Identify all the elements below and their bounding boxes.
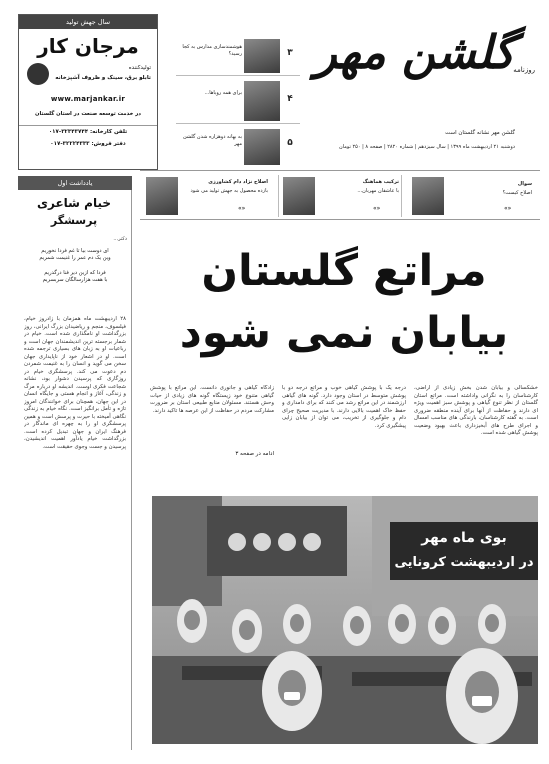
masthead-tagline: گلشن مهر نشانه گلستان است [445, 130, 515, 136]
poem-line-1: ای دوست بیا تا غم فردا نخوریم [41, 248, 109, 254]
strip-3-photo [412, 177, 444, 215]
column-headline-1: خیام شاعری [37, 196, 111, 210]
teaser-1-photo [244, 39, 280, 73]
strip-2-arrows: «» [373, 205, 381, 212]
teaser-1[interactable] [176, 36, 300, 76]
strip-item-1[interactable] [146, 175, 270, 217]
ad-logo [27, 63, 49, 85]
teaser-3-photo [244, 129, 280, 165]
teaser-2[interactable] [176, 78, 300, 124]
ad-website[interactable]: www.marjankar.ir [50, 95, 126, 103]
masthead [300, 12, 537, 150]
teaser-3[interactable] [176, 126, 300, 168]
main-headline-line-2: بیابان نمی شود [179, 308, 509, 358]
teaser-strip [140, 170, 540, 220]
issue-line: دوشنبه ۲۱ اردیبهشت ماه ۱۳۹۹ | سال سیزدهم | شماره ۲۸۲۰ | صفحه ۸ | ۲۵۰ تومان [339, 144, 515, 150]
strip-3-title: سوال [517, 181, 532, 187]
ad-line1: تولیدکننده [128, 65, 151, 71]
strip-item-2[interactable] [278, 175, 402, 217]
strip-1-text: بازده محصول به جهش تولید می شود [190, 188, 268, 194]
strip-item-3[interactable] [408, 175, 536, 217]
main-headline-line-1: مراتع گلستان [201, 246, 487, 296]
column-section-label: یادداشت اول [18, 176, 132, 190]
main-continue[interactable]: ادامه در صفحه ۳ [235, 451, 274, 457]
photo-caption [390, 522, 538, 580]
main-headline [150, 240, 538, 380]
column-headline-2: پرسشگر [50, 214, 98, 227]
main-body-right: خشکسالی و بیابان شدن بخش زیادی از اراضی، کارشناسان را به نگرانی واداشته است. مراتع استان گلستان از نظر تنوع گیاهی و پوشش سبز اهمیت ویژه ای دارند و حفاظت از آنها برای آینده منطقه ضروری است. به گفته کارشناسان، بارندگی های مناسب امسال و اجرای طرح های آبخیزداری باعث بهبود وضعیت پوشش گیاهی شده است. [414, 385, 538, 436]
ad-brand: مرجان کار [37, 34, 139, 58]
ad-phone2: دفتر فروش: ۳۲۲۲۴۳۳۳-۰۱۷ [50, 141, 126, 147]
ad-line2: تابلو برق، سینک و ظروف آشپزخانه [55, 75, 151, 81]
teaser-3-number: ۵ [287, 138, 293, 148]
photo-caption-line-1: بوی ماه مهر [421, 530, 507, 546]
teaser-2-text: برای همه رویاها... [204, 90, 242, 96]
main-article [150, 385, 538, 485]
strip-1-arrows: «» [238, 205, 246, 212]
poem-line-2: وین یک دم عمر را غنیمت شمریم [39, 255, 111, 261]
teaser-2-number: ۴ [287, 94, 293, 104]
daily-label: روزنامه [513, 66, 535, 74]
main-photo [152, 496, 538, 744]
main-body-mid: درجه یک با پوشش گیاهی خوب و مراتع درجه دو با پوشش متوسط در استان وجود دارد. گونه های گیاهی ارزشمند در این مراتع رشد می کنند که برای دامداری و حفظ خاک اهمیت بالایی دارند. با مدیریت صحیح چرای دام و جلوگیری از تخریب، می توان از بیابان زایی پیشگیری کرد. [282, 385, 406, 429]
teaser-2-photo [244, 81, 280, 121]
poem-line-4: با هفت هزارسالگان سربسریم [42, 277, 108, 283]
column-body: ۲۸ اردیبهشت ماه همزمان با زادروز خیام، فیلسوف، منجم و ریاضیدان بزرگ ایرانی، روز بزرگداشت او نامگذاری شده است. خیام در شمار برجسته ترین اندیشمندان جهان است و رباعیات او به زبان های بسیاری ترجمه شده است. او در اشعار خود از ناپایداری جهان سخن می گوید و انسان را به غنیمت شمردن دم دعوت می کند. پرسشگری خیام در روزگاری که پرسیدن دشوار بود، نشانه شجاعت فکری اوست. اندیشه او درباره مرگ و زندگی، آغاز و انجام هستی و جایگاه انسان در این جهان، همچنان برای خوانندگان امروز تازه و تأمل برانگیز است. نگاه خیام به زندگی نگاهی آمیخته با حیرت و پرسش است و همین پرسشگری او را به چهره ای ماندگار در فرهنگ ایران و جهان تبدیل کرده است. بزرگداشت خیام یادآور اهمیت اندیشیدن، پرسیدن و جست وجوی حقیقت است. [24, 316, 126, 450]
strip-3-text: اصلاح کیست؟ [502, 190, 532, 196]
photo-caption-line-2: در اردیبهشت کرونایی [394, 555, 534, 570]
strip-1-title: اصلاح نژاد دام کشاورزی [208, 179, 268, 185]
left-column [18, 176, 132, 750]
main-body-left: زادگاه گیاهی و جانوری دانست. این مراتع با پوشش گیاهی متنوع خود زیستگاه گونه های زیادی از حیات وحش هستند. مسئولان منابع طبیعی استان بر ضرورت مشارکت مردم در حفاظت از این عرصه ها تاکید دارند. [150, 385, 274, 414]
top-teasers [176, 36, 300, 168]
column-author: دکتر... [113, 236, 127, 242]
strip-3-arrows: «» [504, 205, 512, 212]
ad-phone1: تلفن کارخانه: ۳۲۳۴۳۷۴۴-۰۱۷ [19, 125, 157, 135]
strip-2-text: با عاشقان مهربان... [357, 188, 399, 194]
strip-1-photo [146, 177, 178, 215]
strip-2-photo [283, 177, 315, 215]
ad-top-label: سال جهش تولید [19, 15, 157, 29]
ad-line3: در خدمت توسعه صنعت در استان گلستان [35, 111, 141, 117]
teaser-1-text: هوشمندسازی مدارس به کجا رسید؟ [182, 44, 242, 57]
ad-box[interactable] [18, 14, 158, 170]
teaser-1-number: ۳ [287, 48, 293, 58]
masthead-logo: گلشن مهر [314, 25, 515, 79]
strip-2-title: ترکیب هماهنگ [362, 179, 399, 185]
poem-line-3: فردا که ازین دیر فنا درگذریم [44, 270, 106, 276]
column-poem [24, 248, 126, 284]
teaser-3-text: به بهانه دوهزاره شدن گلشن مهر [183, 134, 242, 147]
